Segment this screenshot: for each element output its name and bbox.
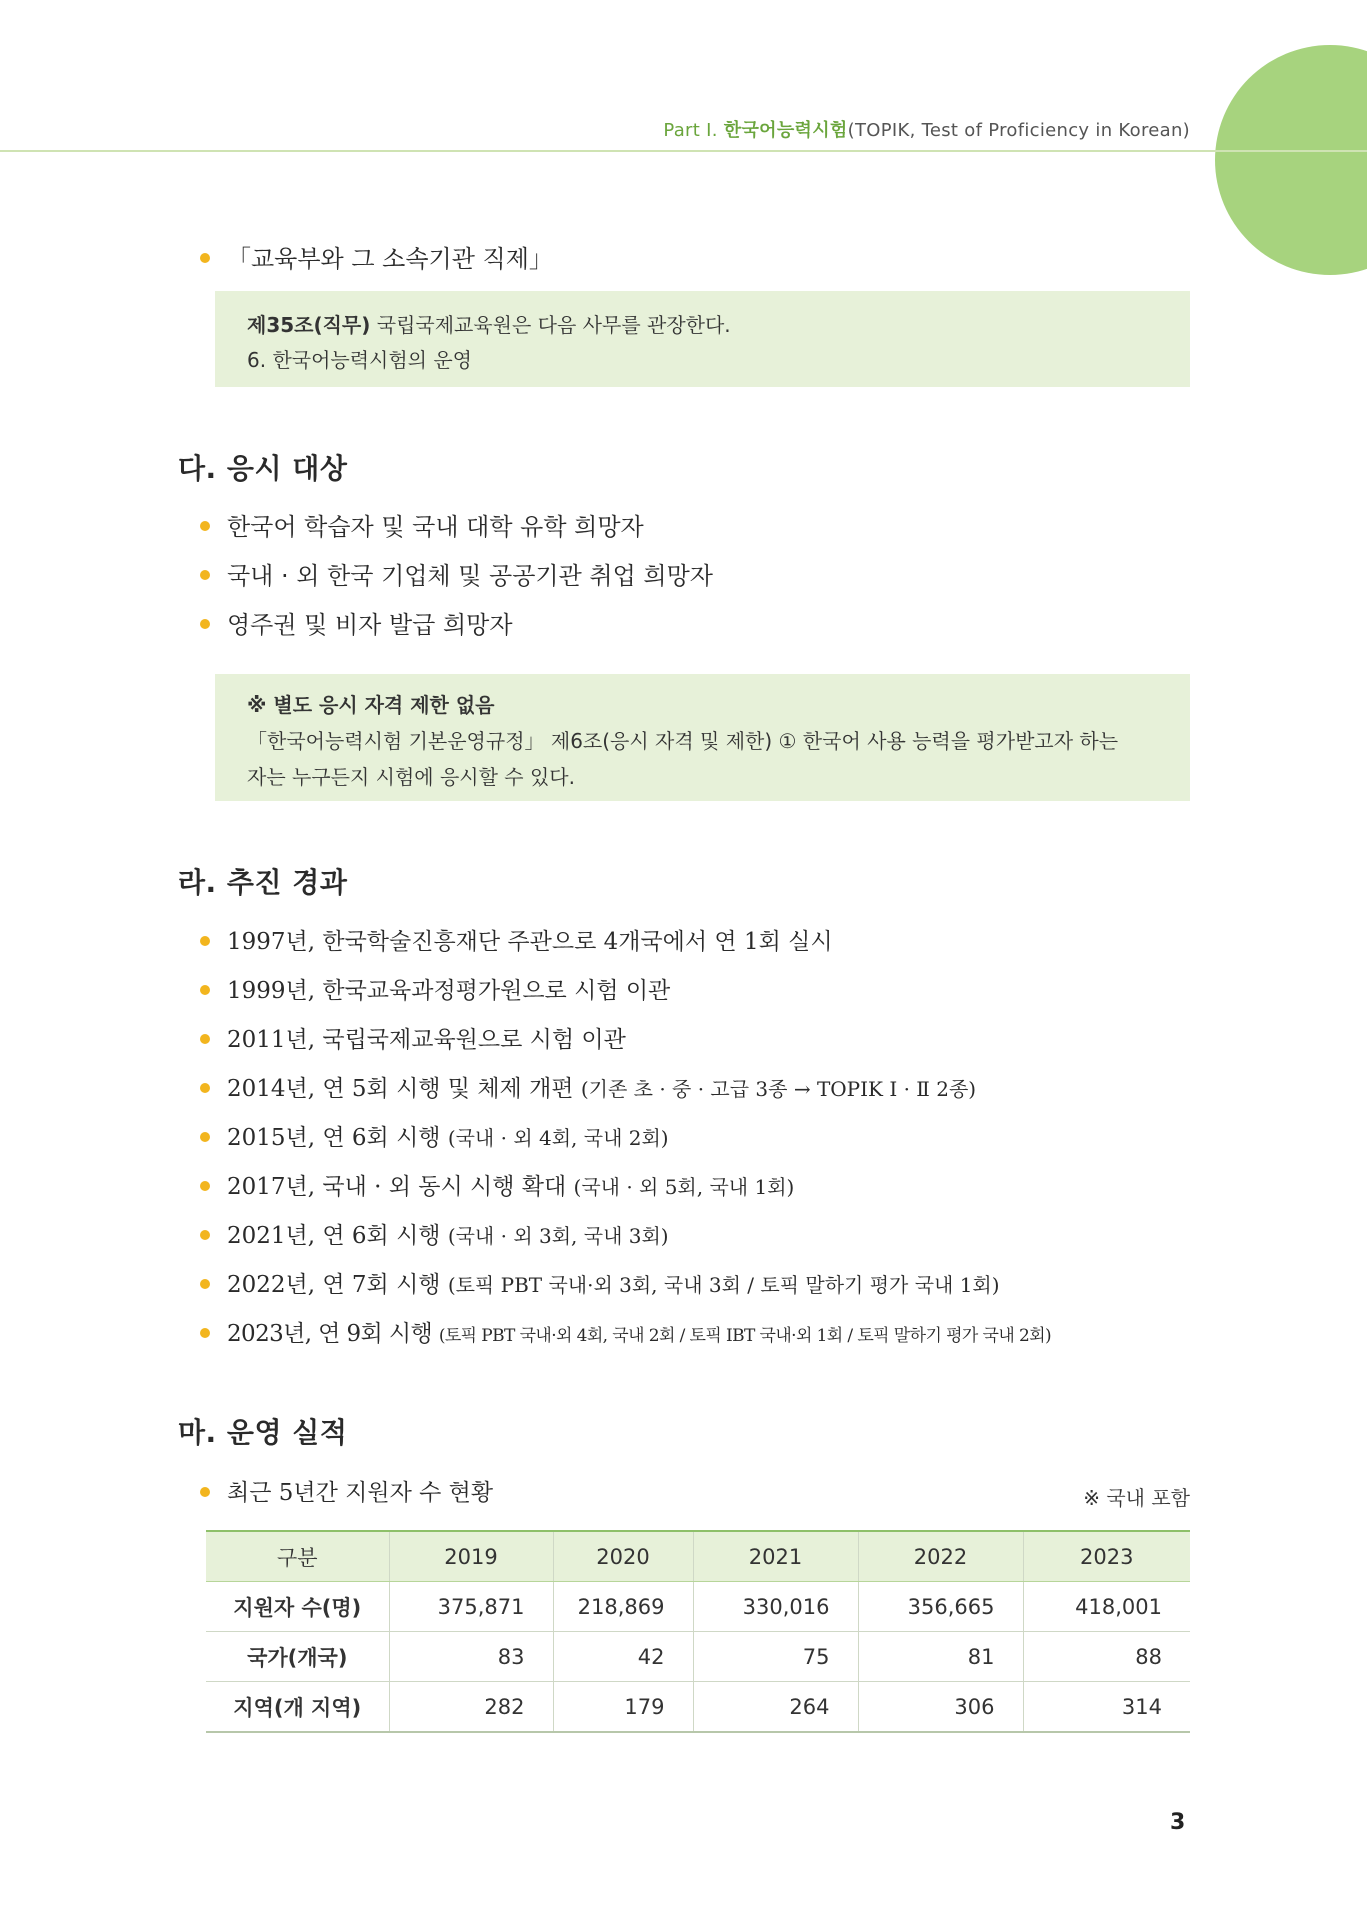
page-number: 3 bbox=[1170, 1810, 1186, 1835]
history-item bbox=[200, 975, 670, 1007]
table-header-cell: 2019 bbox=[389, 1531, 553, 1582]
table-row bbox=[206, 1682, 1190, 1733]
note-line2: 자는 누구든지 시험에 응시할 수 있다. bbox=[247, 765, 575, 789]
bullet-dot bbox=[200, 1328, 210, 1338]
history-item bbox=[200, 926, 833, 958]
history-item bbox=[200, 1269, 1000, 1301]
history-item bbox=[200, 1171, 794, 1203]
table-row bbox=[206, 1582, 1190, 1632]
note-title: ※ 별도 응시 자격 제한 없음 bbox=[247, 693, 495, 717]
table-cell: 375,871 bbox=[389, 1582, 553, 1632]
table-header-row bbox=[206, 1531, 1190, 1582]
eligibility-note-box bbox=[215, 674, 1190, 801]
table-cell: 179 bbox=[553, 1682, 693, 1733]
history-item-main: 2011년, 국립국제교육원으로 시험 이관 bbox=[227, 1027, 626, 1053]
history-item bbox=[200, 1073, 976, 1105]
table-cell: 75 bbox=[693, 1632, 858, 1682]
list-item-text: 국내 · 외 한국 기업체 및 공공기관 취업 희망자 bbox=[227, 562, 713, 590]
history-item bbox=[200, 1024, 626, 1056]
bullet-dot bbox=[200, 253, 210, 263]
intro-box-article: 제35조(직무) bbox=[247, 313, 371, 337]
table-cell: 314 bbox=[1023, 1682, 1190, 1733]
history-item-detail: (국내 · 외 5회, 국내 1회) bbox=[573, 1175, 795, 1199]
section-heading-ra: 라. 추진 경과 bbox=[178, 866, 348, 899]
table-header-cell: 2023 bbox=[1023, 1531, 1190, 1582]
history-item-main: 2017년, 국내 · 외 동시 시행 확대 bbox=[227, 1174, 574, 1200]
intro-bullet bbox=[200, 243, 553, 275]
intro-law-box bbox=[215, 291, 1190, 387]
history-item bbox=[200, 1318, 1051, 1352]
table-cell: 88 bbox=[1023, 1632, 1190, 1682]
table-cell: 330,016 bbox=[693, 1582, 858, 1632]
table-row-header: 지역(개 지역) bbox=[206, 1682, 389, 1733]
bullet-dot bbox=[200, 1083, 210, 1093]
history-item-main: 1997년, 한국학술진흥재단 주관으로 4개국에서 연 1회 실시 bbox=[227, 929, 833, 955]
table-cell: 306 bbox=[858, 1682, 1023, 1733]
list-item bbox=[200, 560, 713, 592]
note-line1: 「한국어능력시험 기본운영규정」 제6조(응시 자격 및 제한) ① 한국어 사용 능력을 평가받고자 하는 bbox=[247, 729, 1119, 753]
bullet-dot bbox=[200, 619, 210, 629]
history-item-detail: (토픽 PBT 국내·외 4회, 국내 2회 / 토픽 IBT 국내·외 1회 / 토픽 말하기 평가 국내 2회) bbox=[438, 1326, 1052, 1346]
bullet-dot bbox=[200, 1132, 210, 1142]
table-header-cell: 2021 bbox=[693, 1531, 858, 1582]
running-header bbox=[663, 116, 1190, 142]
table-cell: 218,869 bbox=[553, 1582, 693, 1632]
bullet-dot bbox=[200, 936, 210, 946]
table-cell: 81 bbox=[858, 1632, 1023, 1682]
list-item bbox=[200, 511, 644, 543]
bullet-dot bbox=[200, 1230, 210, 1240]
history-item-main: 2021년, 연 6회 시행 bbox=[227, 1223, 448, 1249]
history-item-detail: (토픽 PBT 국내·외 3회, 국내 3회 / 토픽 말하기 평가 국내 1회) bbox=[447, 1273, 1000, 1297]
table-row-header: 지원자 수(명) bbox=[206, 1582, 389, 1632]
table-cell: 356,665 bbox=[858, 1582, 1023, 1632]
list-item-text: 영주권 및 비자 발급 희망자 bbox=[227, 611, 513, 639]
list-item-text: 한국어 학습자 및 국내 대학 유학 희망자 bbox=[227, 513, 644, 541]
bullet-dot bbox=[200, 985, 210, 995]
table-header-cell: 2020 bbox=[553, 1531, 693, 1582]
bullet-dot bbox=[200, 1181, 210, 1191]
history-item-detail: (국내 · 외 3회, 국내 3회) bbox=[447, 1224, 669, 1248]
intro-box-line1-text: 국립국제교육원은 다음 사무를 관장한다. bbox=[370, 313, 731, 337]
intro-box-line2: 6. 한국어능력시험의 운영 bbox=[247, 348, 472, 372]
header-title: 한국어능력시험 bbox=[723, 120, 848, 141]
table-cell: 264 bbox=[693, 1682, 858, 1733]
bullet-dot bbox=[200, 1279, 210, 1289]
header-decoration-circle bbox=[1215, 45, 1367, 275]
table-header-cell: 구분 bbox=[206, 1531, 389, 1582]
bullet-dot bbox=[200, 570, 210, 580]
intro-bullet-text: 「교육부와 그 소속기관 직제」 bbox=[227, 245, 553, 273]
history-item-main: 2022년, 연 7회 시행 bbox=[227, 1272, 448, 1298]
bullet-dot bbox=[200, 1034, 210, 1044]
table-cell: 418,001 bbox=[1023, 1582, 1190, 1632]
stats-note: ※ 국내 포함 bbox=[1083, 1486, 1190, 1510]
header-divider bbox=[0, 150, 1367, 152]
table-row-header: 국가(개국) bbox=[206, 1632, 389, 1682]
header-part: Part Ⅰ. bbox=[663, 120, 718, 141]
stats-bullet bbox=[200, 1477, 493, 1509]
list-item bbox=[200, 609, 513, 641]
history-item-main: 2015년, 연 6회 시행 bbox=[227, 1125, 448, 1151]
table-row bbox=[206, 1632, 1190, 1682]
history-item-main: 1999년, 한국교육과정평가원으로 시험 이관 bbox=[227, 978, 671, 1004]
bullet-dot bbox=[200, 521, 210, 531]
table-cell: 83 bbox=[389, 1632, 553, 1682]
history-item-main: 2023년, 연 9회 시행 bbox=[227, 1321, 439, 1347]
table-cell: 42 bbox=[553, 1632, 693, 1682]
section-heading-da: 다. 응시 대상 bbox=[178, 452, 348, 485]
history-item-main: 2014년, 연 5회 시행 및 체제 개편 bbox=[227, 1076, 581, 1102]
table-header-cell: 2022 bbox=[858, 1531, 1023, 1582]
history-item-detail: (기존 초 · 중 · 고급 3종 → TOPIK Ⅰ · Ⅱ 2종) bbox=[580, 1077, 977, 1101]
history-item bbox=[200, 1220, 669, 1252]
section-heading-ma: 마. 운영 실적 bbox=[178, 1416, 348, 1449]
header-subtitle: (TOPIK, Test of Proficiency in Korean) bbox=[847, 120, 1190, 141]
history-item bbox=[200, 1122, 669, 1154]
applicants-table bbox=[206, 1530, 1190, 1733]
history-item-detail: (국내 · 외 4회, 국내 2회) bbox=[447, 1126, 669, 1150]
table-cell: 282 bbox=[389, 1682, 553, 1733]
stats-bullet-text: 최근 5년간 지원자 수 현황 bbox=[227, 1480, 494, 1506]
bullet-dot bbox=[200, 1487, 210, 1497]
intro-box-line1 bbox=[247, 308, 1158, 343]
